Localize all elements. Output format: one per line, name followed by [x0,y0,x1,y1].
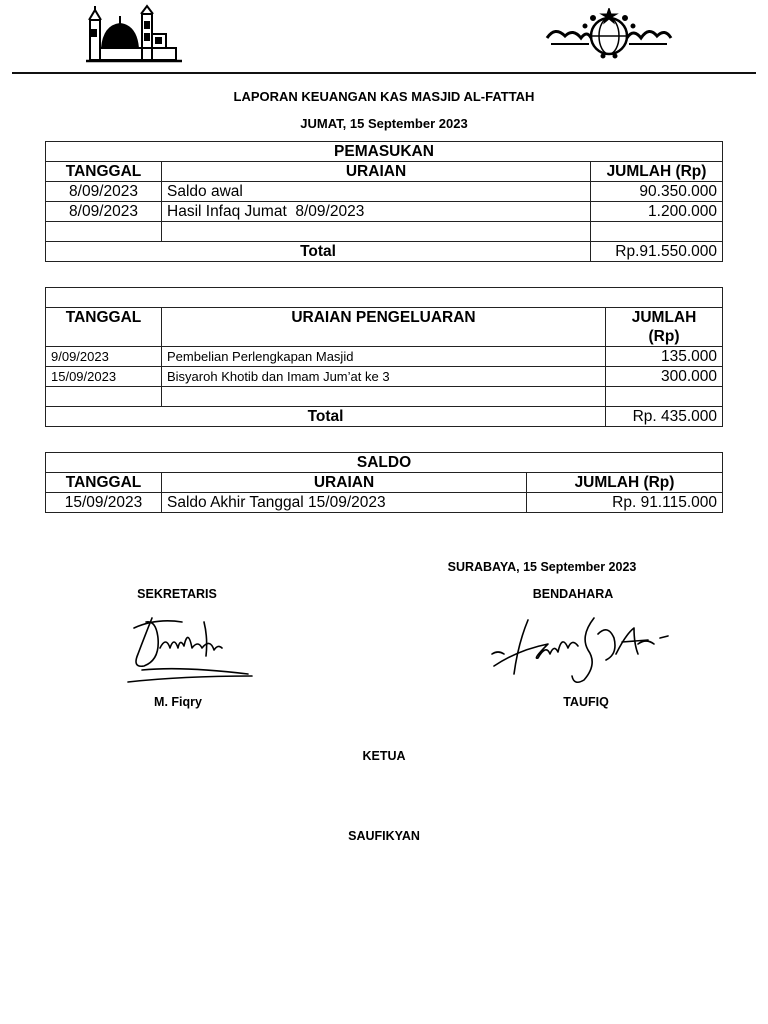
balance-table [45,452,723,513]
sekretaris-title: SEKRETARIS [137,587,217,601]
expense-amount: 135.000 [606,347,723,367]
ketua-title: KETUA [362,749,406,763]
table-row [46,222,723,242]
place-date: SURABAYA, 15 September 2023 [447,560,637,574]
income-description: Hasil Infaq Jumat 8/09/2023 [162,202,591,222]
table-row [46,182,723,202]
balance-header-description: URAIAN [162,473,527,493]
expense-description: Bisyaroh Khotib dan Imam Jum’at ke 3 [162,367,606,387]
expense-date: 9/09/2023 [46,347,162,367]
expense-table [45,287,723,427]
header-rule [12,72,756,74]
expense-section-title [46,288,723,308]
balance-header-date: TANGGAL [46,473,162,493]
table-row [46,202,723,222]
balance-description: Saldo Akhir Tanggal 15/09/2023 [162,493,527,513]
table-row [46,347,723,367]
expense-date: 15/09/2023 [46,367,162,387]
income-amount [591,222,723,242]
expense-date [46,387,162,407]
expense-header-amount-line2: (Rp) [648,328,680,345]
balance-amount: Rp. 91.115.000 [527,493,723,513]
expense-description [162,387,606,407]
expense-header-date: TANGGAL [46,308,162,347]
income-description [162,222,591,242]
bendahara-title: BENDAHARA [532,587,614,601]
balance-header-amount: JUMLAH (Rp) [527,473,723,493]
income-header-description: URAIAN [162,162,591,182]
expense-header-description: URAIAN PENGELUARAN [162,308,606,347]
income-total-value: Rp.91.550.000 [591,242,723,262]
sekretaris-name: M. Fiqry [154,695,202,709]
income-table [45,141,723,262]
report-date: JUMAT, 15 September 2023 [300,116,468,131]
income-date: 8/09/2023 [46,182,162,202]
income-description: Saldo awal [162,182,591,202]
income-total-label: Total [46,242,591,262]
bendahara-name: TAUFIQ [563,695,609,709]
income-amount: 1.200.000 [591,202,723,222]
balance-date: 15/09/2023 [46,493,162,513]
table-row [46,387,723,407]
nahdlatul-ulama-emblem-icon [545,8,673,60]
table-row [46,367,723,387]
expense-amount: 300.000 [606,367,723,387]
expense-description: Pembelian Perlengkapan Masjid [162,347,606,367]
income-date: 8/09/2023 [46,202,162,222]
expense-amount [606,387,723,407]
balance-section-title: SALDO [46,453,723,473]
income-header-amount: JUMLAH (Rp) [591,162,723,182]
income-amount: 90.350.000 [591,182,723,202]
table-row [46,493,723,513]
sekretaris-signature [122,608,254,686]
report-title: LAPORAN KEUANGAN KAS MASJID AL-FATTAH [233,89,535,104]
expense-total-value: Rp. 435.000 [606,407,723,427]
ketua-name: SAUFIKYAN [348,829,420,843]
mosque-logo-icon [84,4,184,64]
income-header-date: TANGGAL [46,162,162,182]
income-date [46,222,162,242]
expense-total-label: Total [46,407,606,427]
bendahara-signature [488,614,672,686]
expense-header-amount-line1: JUMLAH [631,309,697,326]
expense-header-amount [606,308,723,347]
income-section-title: PEMASUKAN [46,142,723,162]
